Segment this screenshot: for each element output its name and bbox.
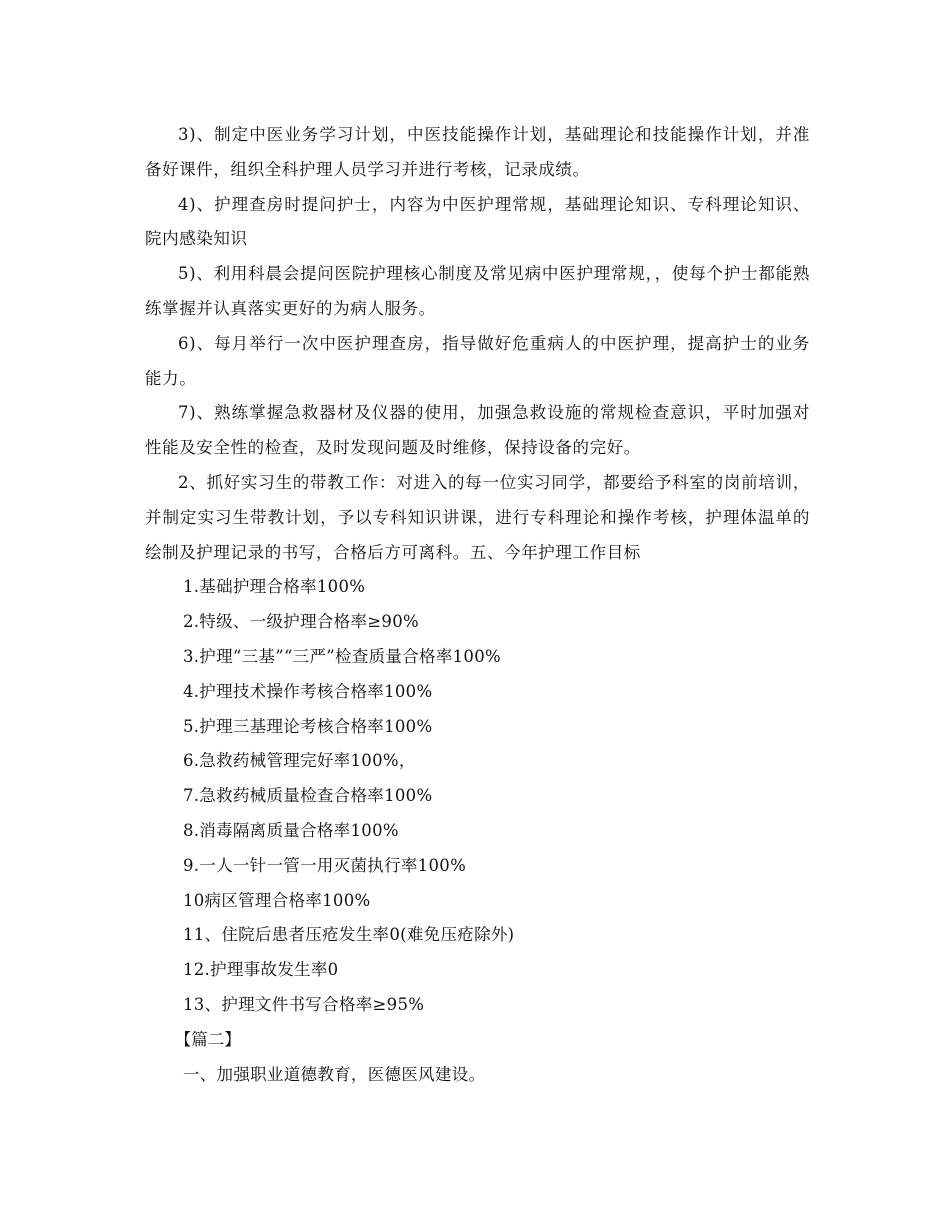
document-body [145, 118, 810, 1092]
paragraph-5: 5)、利用科晨会提问医院护理核心制度及常见病中医护理常规，，使每个护士都能熟练掌握并认真落实更好的为病人服务。 [145, 264, 810, 318]
section-heading: 【篇二】 [174, 1029, 241, 1049]
paragraph-6: 6)、每月举行一次中医护理查房，指导做好危重病人的中医护理，提高护士的业务能力。 [145, 333, 810, 388]
goal-item: 11、住院后患者压疮发生率0(难免压疮除外) [182, 925, 515, 945]
goal-item: 3.护理“三基”“三严”检查质量合格率100% [182, 646, 501, 666]
paragraph-4: 4)、护理查房时提问护士，内容为中医护理常规，基础理论知识、专科理论知识、院内感染知识 [145, 194, 810, 249]
goal-item: 9.一人一针一管一用灭菌执行率100% [182, 855, 467, 875]
goal-item: 5.护理三基理论考核合格率100% [182, 716, 433, 736]
goal-item: 13、护理文件书写合格率≥95% [182, 994, 425, 1014]
paragraph-internship: 2、抓好实习生的带教工作：对进入的每一位实习同学，都要给予科室的岗前培训，并制定实习生带教计划，予以专科知识讲课，进行专科理论和操作考核，护理体温单的绘制及护理记录的书写，合格后方可离科。五、今年护理工作目标 [145, 472, 810, 562]
goal-item: 8.消毒隔离质量合格率100% [182, 820, 399, 840]
goal-item: 2.特级、一级护理合格率≥90% [182, 612, 419, 632]
section-first-line: 一、加强职业道德教育，医德医风建设。 [182, 1064, 486, 1084]
goal-item: 7.急救药械质量检查合格率100% [182, 786, 433, 806]
goal-item: 1.基础护理合格率100% [182, 577, 366, 597]
paragraph-3: 3)、制定中医业务学习计划，中医技能操作计划，基础理论和技能操作计划，并准备好课件，组织全科护理人员学习并进行考核，记录成绩。 [145, 125, 810, 179]
goal-item: 12.护理事故发生率0 [182, 960, 339, 980]
goal-item: 10病区管理合格率100% [182, 890, 371, 910]
goal-item: 4.护理技术操作考核合格率100% [182, 681, 433, 701]
goal-item: 6.急救药械管理完好率100%， [182, 751, 416, 771]
paragraph-7: 7)、熟练掌握急救器材及仪器的使用，加强急救设施的常规检查意识，平时加强对性能及安全性的检查，及时发现问题及时维修，保持设备的完好。 [145, 403, 810, 458]
